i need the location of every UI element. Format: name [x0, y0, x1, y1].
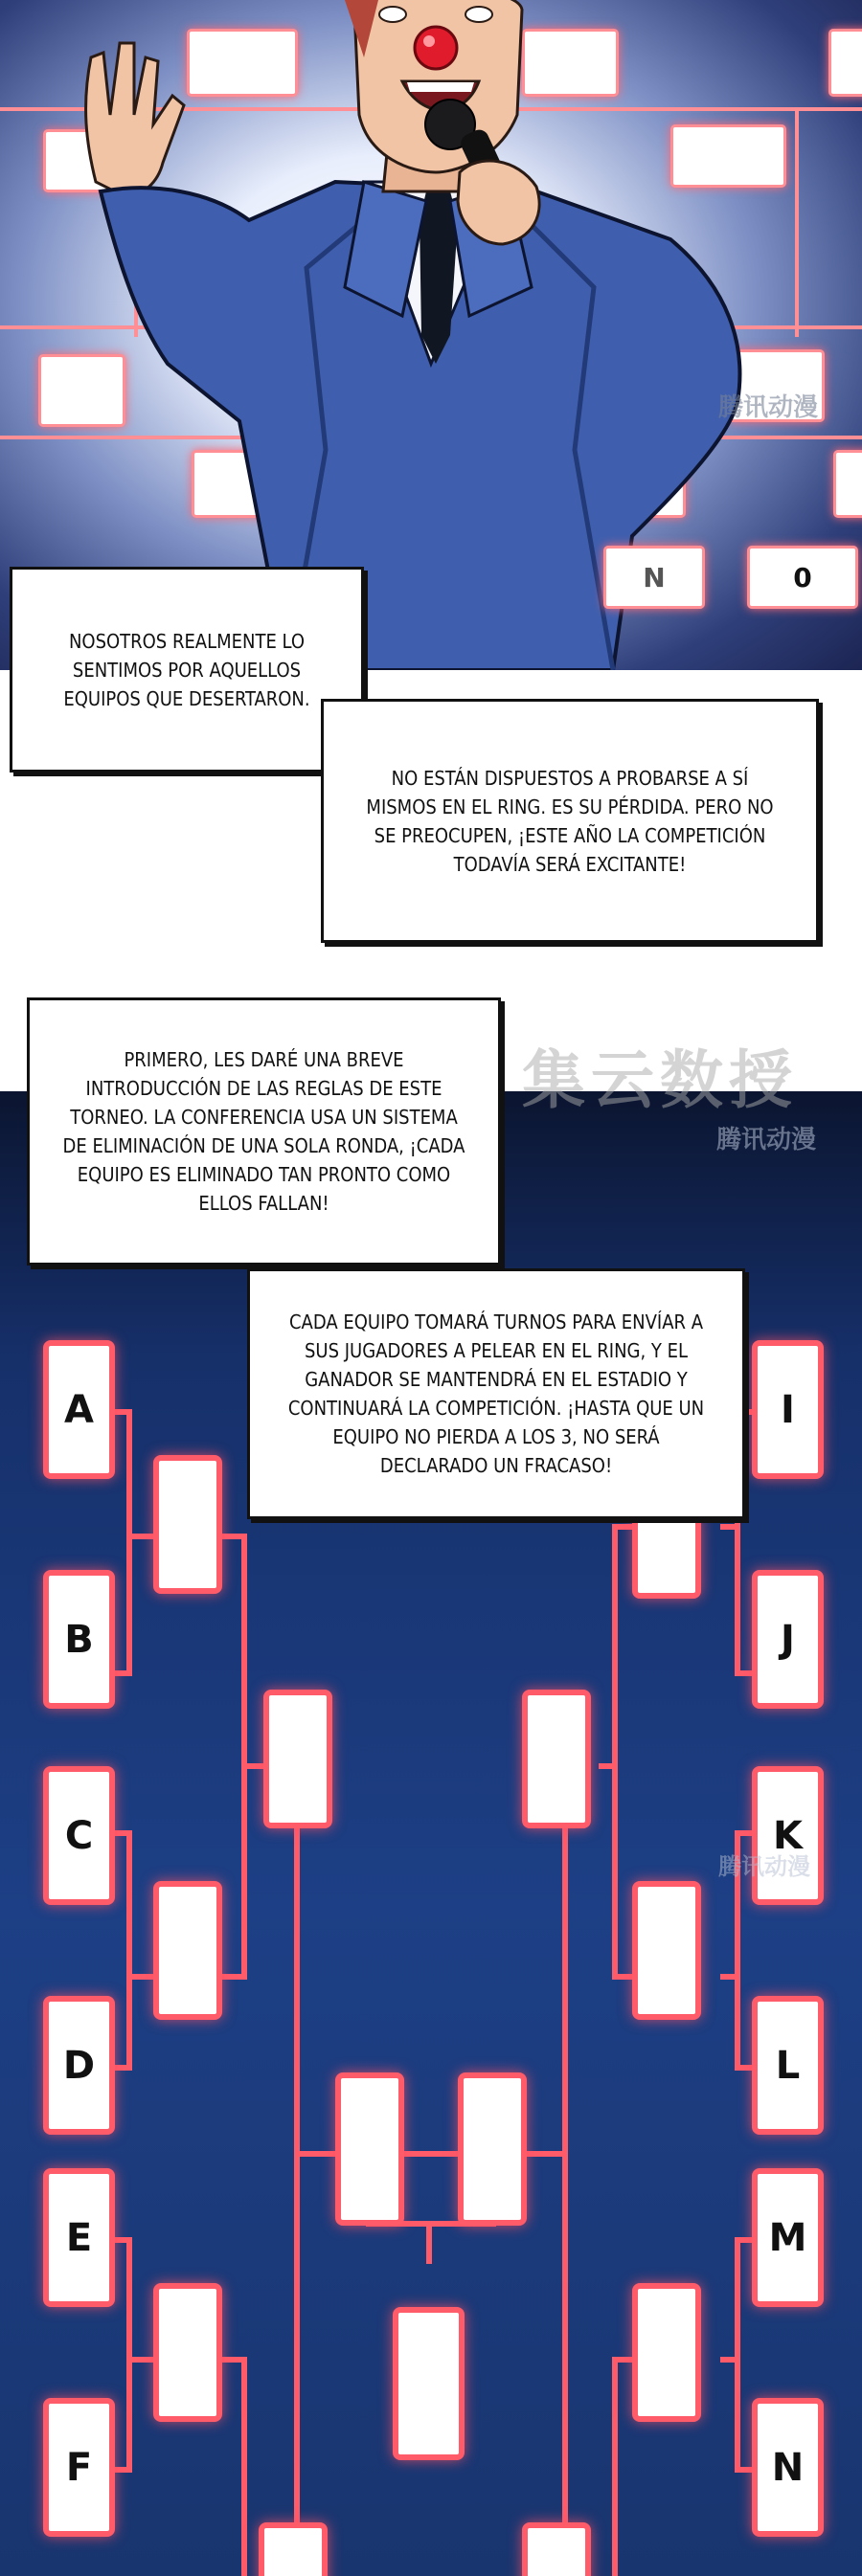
score-left-text: N [643, 561, 666, 594]
speech-bubble-1 [10, 567, 364, 773]
watermark-text: 腾讯动漫 [718, 1853, 810, 1880]
team-box-l [752, 1996, 824, 2135]
watermark-tencent [718, 1848, 810, 1881]
watermark-text: 集云数授 [522, 1043, 798, 1117]
team-label-a: A [64, 1387, 94, 1432]
watermark-text: 腾讯动漫 [716, 1126, 817, 1154]
team-box-k [752, 1766, 824, 1905]
team-box-m [752, 2168, 824, 2307]
speech-text-2: NO ESTÁN DISPUESTOS A PROBARSE A SÍ MISMOS EN EL RING. ES SU PÉRDIDA. PERO NO SE PREOCUPEN, ¡ESTE AÑO LA COMPETICIÓN TODAVÍA SERÁ EXCITANTE! [366, 766, 774, 876]
round2-box [632, 2283, 701, 2422]
team-label-e: E [65, 2215, 93, 2260]
semifinal-box-left [335, 2072, 404, 2226]
round2-box [632, 1881, 701, 2020]
score-box-left [603, 546, 705, 609]
team-box-n [752, 2398, 824, 2537]
team-box-e [43, 2168, 115, 2307]
speech-bubble-2 [321, 699, 819, 943]
team-box-b [43, 1570, 115, 1709]
team-box-f [43, 2398, 115, 2537]
semifinal-box-right [458, 2072, 527, 2226]
round3-box [522, 1690, 591, 1828]
team-label-i: I [781, 1387, 795, 1432]
speech-text-3: PRIMERO, LES DARÉ UNA BREVE INTRODUCCIÓN DE LAS REGLAS DE ESTE TORNEO. LA CONFERENCIA USA UN SISTEMA DE ELIMINACIÓN DE UNA SOLA RONDA, ¡CADA EQUIPO ES ELIMINADO TAN PRONTO COMO ELLOS FALLAN! [62, 1048, 465, 1215]
team-box-j [752, 1570, 824, 1709]
team-label-k: K [773, 1813, 803, 1858]
speech-bubble-4 [247, 1268, 745, 1519]
speech-bubble-3 [27, 997, 501, 1266]
round2-box [153, 1881, 222, 2020]
round2-box [153, 1455, 222, 1594]
team-box-i [752, 1340, 824, 1479]
round2-box [153, 2283, 222, 2422]
round2-box [632, 1512, 701, 1599]
round3-box [522, 2522, 591, 2576]
team-label-n: N [771, 2445, 805, 2490]
score-box-right [747, 546, 858, 609]
watermark-tencent [716, 1120, 816, 1155]
team-box-d [43, 1996, 115, 2135]
team-label-m: M [768, 2215, 807, 2260]
watermark-tencent [718, 388, 818, 423]
final-box [393, 2307, 465, 2460]
team-box-a [43, 1340, 115, 1479]
team-label-d: D [62, 2043, 96, 2088]
watermark-jiyun [522, 1029, 798, 1120]
team-label-l: L [775, 2043, 801, 2088]
score-right-text: 0 [793, 561, 812, 594]
watermark-text: 腾讯动漫 [718, 393, 819, 422]
team-label-b: B [64, 1617, 94, 1662]
team-box-c [43, 1766, 115, 1905]
speech-text-4: CADA EQUIPO TOMARÁ TURNOS PARA ENVÍAR A SUS JUGADORES A PELEAR EN EL RING, Y EL GANADOR SE MANTENDRÁ EN EL ESTADIO Y CONTINUARÁ LA COMPETICIÓN. ¡HASTA QUE UN EQUIPO NO PIERDA A LOS 3, NO SERÁ DECLARADO UN FRACASO! [287, 1310, 705, 1477]
team-label-f: F [65, 2445, 93, 2490]
team-label-j: J [781, 1617, 795, 1662]
speech-text-1: NOSOTROS REALMENTE LO SENTIMOS POR AQUELLOS EQUIPOS QUE DESERTARON. [63, 629, 310, 710]
round3-box [263, 1690, 332, 1828]
round3-box [259, 2522, 328, 2576]
team-label-c: C [64, 1813, 94, 1858]
